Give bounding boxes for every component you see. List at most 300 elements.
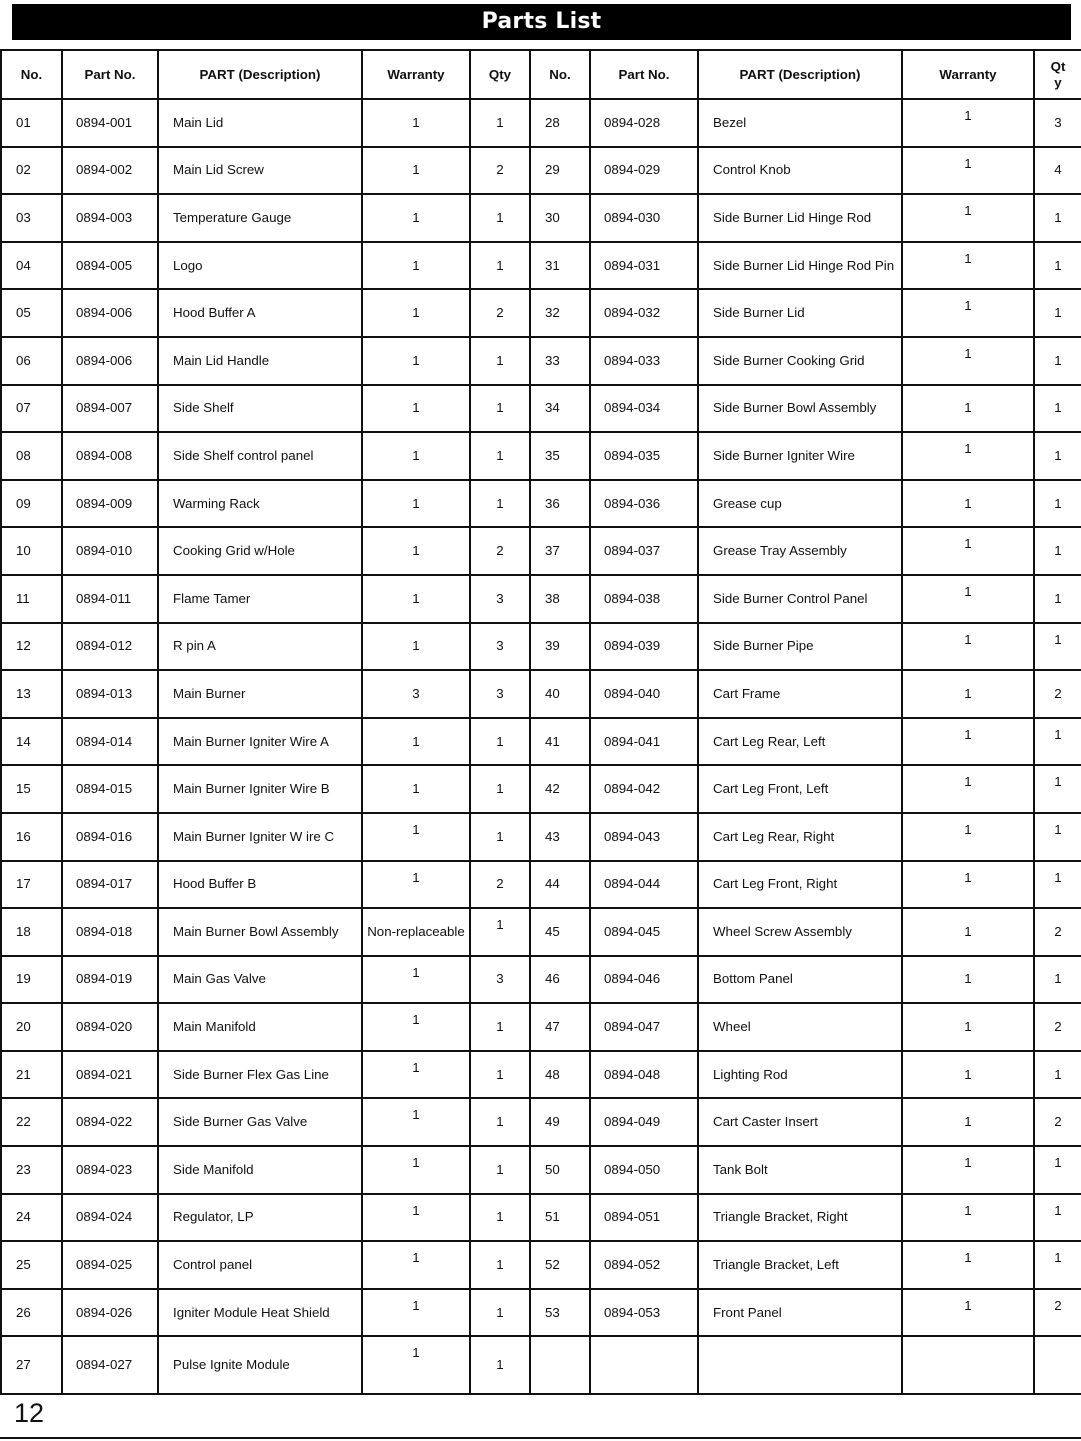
item-no: 46 — [530, 956, 590, 1004]
item-no: 50 — [530, 1146, 590, 1194]
part-number: 0894-020 — [62, 1003, 158, 1051]
item-no: 49 — [530, 1098, 590, 1146]
part-number: 0894-040 — [590, 670, 698, 718]
warranty-value: 1 — [902, 813, 1034, 861]
table-row — [1, 670, 1081, 718]
item-no: 24 — [1, 1194, 62, 1242]
quantity-value: 1 — [470, 1194, 530, 1242]
item-no: 21 — [1, 1051, 62, 1099]
table-row — [1, 1098, 1081, 1146]
part-number: 0894-021 — [62, 1051, 158, 1099]
warranty-value: 1 — [902, 432, 1034, 480]
quantity-value: 1 — [470, 480, 530, 528]
quantity-value: 3 — [470, 956, 530, 1004]
item-no: 10 — [1, 527, 62, 575]
quantity-value: 3 — [470, 623, 530, 671]
part-number: 0894-019 — [62, 956, 158, 1004]
quantity-value: 1 — [470, 1241, 530, 1289]
quantity-value: 1 — [470, 337, 530, 385]
part-description: Side Burner Control Panel — [698, 575, 902, 623]
part-description: Side Burner Igniter Wire — [698, 432, 902, 480]
quantity-value: 1 — [1034, 480, 1081, 528]
part-number: 0894-030 — [590, 194, 698, 242]
part-number: 0894-002 — [62, 147, 158, 195]
quantity-value: 1 — [1034, 194, 1081, 242]
quantity-value: 1 — [470, 432, 530, 480]
table-row — [1, 861, 1081, 909]
quantity-value: 1 — [1034, 289, 1081, 337]
part-number: 0894-011 — [62, 575, 158, 623]
part-description: Bottom Panel — [698, 956, 902, 1004]
table-body — [1, 99, 1081, 1394]
part-number: 0894-013 — [62, 670, 158, 718]
part-description: Control Knob — [698, 147, 902, 195]
part-number: 0894-039 — [590, 623, 698, 671]
part-number: 0894-025 — [62, 1241, 158, 1289]
warranty-value: 1 — [362, 575, 470, 623]
item-no: 34 — [530, 385, 590, 433]
header-part-no: Part No. — [62, 50, 158, 99]
part-description: Control panel — [158, 1241, 362, 1289]
table-header-row — [1, 50, 1081, 99]
part-number: 0894-023 — [62, 1146, 158, 1194]
quantity-value: 1 — [470, 385, 530, 433]
part-number: 0894-050 — [590, 1146, 698, 1194]
table-row — [1, 1336, 1081, 1394]
part-number: 0894-028 — [590, 99, 698, 147]
warranty-value: 1 — [362, 432, 470, 480]
item-no: 03 — [1, 194, 62, 242]
item-no: 31 — [530, 242, 590, 290]
item-no: 40 — [530, 670, 590, 718]
warranty-value: 1 — [902, 337, 1034, 385]
warranty-value: 1 — [362, 527, 470, 575]
warranty-value: 1 — [902, 242, 1034, 290]
warranty-value: 1 — [362, 813, 470, 861]
quantity-value: 3 — [1034, 99, 1081, 147]
quantity-value: 1 — [1034, 623, 1081, 671]
table-row — [1, 1051, 1081, 1099]
part-description: Lighting Rod — [698, 1051, 902, 1099]
table-row — [1, 289, 1081, 337]
warranty-value: 1 — [902, 908, 1034, 956]
quantity-value: 2 — [470, 527, 530, 575]
quantity-value: 1 — [1034, 432, 1081, 480]
quantity-value: 2 — [1034, 1003, 1081, 1051]
warranty-value: Non-replaceable — [362, 908, 470, 956]
part-description: Side Burner Lid Hinge Rod Pin — [698, 242, 902, 290]
item-no: 42 — [530, 765, 590, 813]
part-number: 0894-035 — [590, 432, 698, 480]
warranty-value: 1 — [362, 385, 470, 433]
quantity-value: 1 — [1034, 575, 1081, 623]
part-number: 0894-003 — [62, 194, 158, 242]
part-number: 0894-043 — [590, 813, 698, 861]
warranty-value: 3 — [362, 670, 470, 718]
item-no: 04 — [1, 242, 62, 290]
warranty-value: 1 — [902, 527, 1034, 575]
item-no: 18 — [1, 908, 62, 956]
part-number: 0894-017 — [62, 861, 158, 909]
part-description: Main Burner — [158, 670, 362, 718]
part-description: Cart Leg Rear, Right — [698, 813, 902, 861]
warranty-value: 1 — [902, 1051, 1034, 1099]
quantity-value: 1 — [470, 194, 530, 242]
warranty-value: 1 — [362, 1241, 470, 1289]
part-number: 0894-041 — [590, 718, 698, 766]
part-number: 0894-053 — [590, 1289, 698, 1337]
item-no: 36 — [530, 480, 590, 528]
bottom-divider — [0, 1437, 1081, 1439]
quantity-value: 1 — [470, 1003, 530, 1051]
page-title: Parts List — [12, 4, 1071, 40]
warranty-value: 1 — [362, 1146, 470, 1194]
warranty-value: 1 — [902, 385, 1034, 433]
table-row — [1, 147, 1081, 195]
part-number: 0894-018 — [62, 908, 158, 956]
table-row — [1, 99, 1081, 147]
quantity-value: 1 — [1034, 1146, 1081, 1194]
table-row — [1, 385, 1081, 433]
part-description: Logo — [158, 242, 362, 290]
item-no: 26 — [1, 1289, 62, 1337]
part-description: Grease cup — [698, 480, 902, 528]
part-number: 0894-009 — [62, 480, 158, 528]
table-row — [1, 718, 1081, 766]
item-no: 16 — [1, 813, 62, 861]
quantity-value: 2 — [1034, 1289, 1081, 1337]
warranty-value: 1 — [362, 99, 470, 147]
part-description: Pulse Ignite Module — [158, 1336, 362, 1394]
quantity-value: 2 — [470, 861, 530, 909]
warranty-value: 1 — [362, 1051, 470, 1099]
item-no: 48 — [530, 1051, 590, 1099]
quantity-value: 1 — [470, 1098, 530, 1146]
quantity-value: 1 — [470, 765, 530, 813]
part-description: Cooking Grid w/Hole — [158, 527, 362, 575]
item-no: 43 — [530, 813, 590, 861]
header-warranty: Warranty — [362, 50, 470, 99]
empty-cell — [902, 1336, 1034, 1394]
empty-cell — [530, 1336, 590, 1394]
part-description: R pin A — [158, 623, 362, 671]
part-number: 0894-046 — [590, 956, 698, 1004]
item-no: 37 — [530, 527, 590, 575]
part-description: Main Lid Handle — [158, 337, 362, 385]
item-no: 29 — [530, 147, 590, 195]
warranty-value: 1 — [362, 623, 470, 671]
part-number: 0894-034 — [590, 385, 698, 433]
quantity-value: 3 — [470, 670, 530, 718]
quantity-value: 1 — [1034, 527, 1081, 575]
part-number: 0894-006 — [62, 289, 158, 337]
quantity-value: 1 — [1034, 385, 1081, 433]
part-number: 0894-048 — [590, 1051, 698, 1099]
quantity-value: 1 — [470, 99, 530, 147]
part-description: Side Burner Cooking Grid — [698, 337, 902, 385]
part-description: Side Shelf control panel — [158, 432, 362, 480]
warranty-value: 1 — [902, 575, 1034, 623]
part-description: Main Lid Screw — [158, 147, 362, 195]
table-row — [1, 1003, 1081, 1051]
table-row — [1, 242, 1081, 290]
part-description: Main Gas Valve — [158, 956, 362, 1004]
item-no: 08 — [1, 432, 62, 480]
warranty-value: 1 — [362, 956, 470, 1004]
header-qty-right: Qt y — [1034, 50, 1081, 99]
table-row — [1, 432, 1081, 480]
warranty-value: 1 — [362, 194, 470, 242]
part-description: Side Burner Lid — [698, 289, 902, 337]
part-number: 0894-015 — [62, 765, 158, 813]
parts-table — [0, 49, 1081, 1395]
warranty-value: 1 — [902, 194, 1034, 242]
warranty-value: 1 — [902, 1098, 1034, 1146]
item-no: 11 — [1, 575, 62, 623]
warranty-value: 1 — [362, 861, 470, 909]
warranty-value: 1 — [362, 718, 470, 766]
part-description: Wheel — [698, 1003, 902, 1051]
table-row — [1, 765, 1081, 813]
part-description: Grease Tray Assembly — [698, 527, 902, 575]
quantity-value: 2 — [470, 147, 530, 195]
part-number: 0894-036 — [590, 480, 698, 528]
warranty-value: 1 — [902, 99, 1034, 147]
empty-cell — [590, 1336, 698, 1394]
quantity-value: 1 — [470, 718, 530, 766]
quantity-value: 1 — [1034, 861, 1081, 909]
warranty-value: 1 — [362, 1289, 470, 1337]
item-no: 44 — [530, 861, 590, 909]
part-description: Main Burner Igniter W ire C — [158, 813, 362, 861]
quantity-value: 2 — [1034, 1098, 1081, 1146]
item-no: 15 — [1, 765, 62, 813]
part-description: Triangle Bracket, Left — [698, 1241, 902, 1289]
part-description: Side Burner Pipe — [698, 623, 902, 671]
item-no: 35 — [530, 432, 590, 480]
quantity-value: 1 — [470, 813, 530, 861]
item-no: 09 — [1, 480, 62, 528]
warranty-value: 1 — [902, 718, 1034, 766]
part-description: Regulator, LP — [158, 1194, 362, 1242]
table-row — [1, 956, 1081, 1004]
warranty-value: 1 — [362, 765, 470, 813]
part-description: Cart Leg Front, Right — [698, 861, 902, 909]
part-description: Side Burner Bowl Assembly — [698, 385, 902, 433]
quantity-value: 1 — [470, 242, 530, 290]
item-no: 52 — [530, 1241, 590, 1289]
part-number: 0894-037 — [590, 527, 698, 575]
part-number: 0894-016 — [62, 813, 158, 861]
header-warranty-right: Warranty — [902, 50, 1034, 99]
part-number: 0894-038 — [590, 575, 698, 623]
item-no: 41 — [530, 718, 590, 766]
part-description: Temperature Gauge — [158, 194, 362, 242]
empty-cell — [1034, 1336, 1081, 1394]
item-no: 19 — [1, 956, 62, 1004]
table-row — [1, 527, 1081, 575]
warranty-value: 1 — [902, 1003, 1034, 1051]
part-number: 0894-006 — [62, 337, 158, 385]
quantity-value: 1 — [470, 1051, 530, 1099]
item-no: 53 — [530, 1289, 590, 1337]
quantity-value: 1 — [1034, 337, 1081, 385]
part-description: Side Shelf — [158, 385, 362, 433]
header-no: No. — [1, 50, 62, 99]
item-no: 25 — [1, 1241, 62, 1289]
part-description: Side Burner Gas Valve — [158, 1098, 362, 1146]
part-number: 0894-022 — [62, 1098, 158, 1146]
item-no: 01 — [1, 99, 62, 147]
warranty-value: 1 — [902, 623, 1034, 671]
part-description: Flame Tamer — [158, 575, 362, 623]
quantity-value: 1 — [470, 908, 530, 956]
item-no: 30 — [530, 194, 590, 242]
part-description: Hood Buffer B — [158, 861, 362, 909]
table-row — [1, 908, 1081, 956]
item-no: 07 — [1, 385, 62, 433]
item-no: 13 — [1, 670, 62, 718]
part-description: Cart Leg Rear, Left — [698, 718, 902, 766]
header-description-right: PART (Description) — [698, 50, 902, 99]
item-no: 28 — [530, 99, 590, 147]
item-no: 47 — [530, 1003, 590, 1051]
quantity-value: 1 — [1034, 718, 1081, 766]
part-description: Main Manifold — [158, 1003, 362, 1051]
quantity-value: 2 — [1034, 908, 1081, 956]
item-no: 51 — [530, 1194, 590, 1242]
warranty-value: 1 — [902, 289, 1034, 337]
item-no: 27 — [1, 1336, 62, 1394]
warranty-value: 1 — [362, 242, 470, 290]
part-description: Hood Buffer A — [158, 289, 362, 337]
header-no-right: No. — [530, 50, 590, 99]
item-no: 02 — [1, 147, 62, 195]
part-description: Wheel Screw Assembly — [698, 908, 902, 956]
part-number: 0894-031 — [590, 242, 698, 290]
part-description: Main Burner Igniter Wire A — [158, 718, 362, 766]
quantity-value: 1 — [1034, 1051, 1081, 1099]
warranty-value: 1 — [362, 289, 470, 337]
part-number: 0894-044 — [590, 861, 698, 909]
quantity-value: 1 — [1034, 242, 1081, 290]
quantity-value: 4 — [1034, 147, 1081, 195]
part-description: Side Burner Flex Gas Line — [158, 1051, 362, 1099]
warranty-value: 1 — [362, 1098, 470, 1146]
table-row — [1, 623, 1081, 671]
table-row — [1, 194, 1081, 242]
table-row — [1, 1289, 1081, 1337]
quantity-value: 1 — [470, 1289, 530, 1337]
quantity-value: 1 — [1034, 1241, 1081, 1289]
table-row — [1, 813, 1081, 861]
header-qty: Qty — [470, 50, 530, 99]
warranty-value: 1 — [902, 670, 1034, 718]
warranty-value: 1 — [902, 765, 1034, 813]
warranty-value: 1 — [902, 1194, 1034, 1242]
item-no: 22 — [1, 1098, 62, 1146]
item-no: 38 — [530, 575, 590, 623]
quantity-value: 2 — [1034, 670, 1081, 718]
item-no: 14 — [1, 718, 62, 766]
table-row — [1, 480, 1081, 528]
item-no: 45 — [530, 908, 590, 956]
part-description: Warming Rack — [158, 480, 362, 528]
warranty-value: 1 — [362, 480, 470, 528]
part-number: 0894-047 — [590, 1003, 698, 1051]
empty-cell — [698, 1336, 902, 1394]
part-number: 0894-049 — [590, 1098, 698, 1146]
warranty-value: 1 — [902, 147, 1034, 195]
item-no: 33 — [530, 337, 590, 385]
item-no: 32 — [530, 289, 590, 337]
item-no: 39 — [530, 623, 590, 671]
part-number: 0894-027 — [62, 1336, 158, 1394]
quantity-value: 3 — [470, 575, 530, 623]
part-number: 0894-051 — [590, 1194, 698, 1242]
part-description: Main Burner Bowl Assembly — [158, 908, 362, 956]
quantity-value: 1 — [1034, 1194, 1081, 1242]
part-number: 0894-045 — [590, 908, 698, 956]
part-number: 0894-052 — [590, 1241, 698, 1289]
quantity-value: 1 — [1034, 765, 1081, 813]
warranty-value: 1 — [902, 956, 1034, 1004]
part-number: 0894-005 — [62, 242, 158, 290]
part-number: 0894-042 — [590, 765, 698, 813]
warranty-value: 1 — [362, 1003, 470, 1051]
part-description: Cart Leg Front, Left — [698, 765, 902, 813]
warranty-value: 1 — [902, 861, 1034, 909]
part-number: 0894-008 — [62, 432, 158, 480]
part-number: 0894-026 — [62, 1289, 158, 1337]
warranty-value: 1 — [362, 1194, 470, 1242]
part-description: Tank Bolt — [698, 1146, 902, 1194]
warranty-value: 1 — [902, 480, 1034, 528]
part-description: Bezel — [698, 99, 902, 147]
part-description: Side Burner Lid Hinge Rod — [698, 194, 902, 242]
part-number: 0894-014 — [62, 718, 158, 766]
item-no: 23 — [1, 1146, 62, 1194]
warranty-value: 1 — [902, 1146, 1034, 1194]
table-row — [1, 1241, 1081, 1289]
item-no: 05 — [1, 289, 62, 337]
item-no: 12 — [1, 623, 62, 671]
part-number: 0894-033 — [590, 337, 698, 385]
header-part-no-right: Part No. — [590, 50, 698, 99]
part-description: Cart Frame — [698, 670, 902, 718]
part-number: 0894-012 — [62, 623, 158, 671]
page-number: 12 — [14, 1398, 45, 1428]
warranty-value: 1 — [362, 1336, 470, 1394]
part-number: 0894-032 — [590, 289, 698, 337]
quantity-value: 1 — [1034, 813, 1081, 861]
header-description: PART (Description) — [158, 50, 362, 99]
quantity-value: 2 — [470, 289, 530, 337]
part-number: 0894-001 — [62, 99, 158, 147]
part-number: 0894-010 — [62, 527, 158, 575]
part-number: 0894-029 — [590, 147, 698, 195]
part-description: Side Manifold — [158, 1146, 362, 1194]
item-no: 06 — [1, 337, 62, 385]
part-description: Triangle Bracket, Right — [698, 1194, 902, 1242]
part-description: Main Lid — [158, 99, 362, 147]
warranty-value: 1 — [902, 1241, 1034, 1289]
warranty-value: 1 — [902, 1289, 1034, 1337]
quantity-value: 1 — [470, 1336, 530, 1394]
quantity-value: 1 — [470, 1146, 530, 1194]
quantity-value: 1 — [1034, 956, 1081, 1004]
item-no: 17 — [1, 861, 62, 909]
